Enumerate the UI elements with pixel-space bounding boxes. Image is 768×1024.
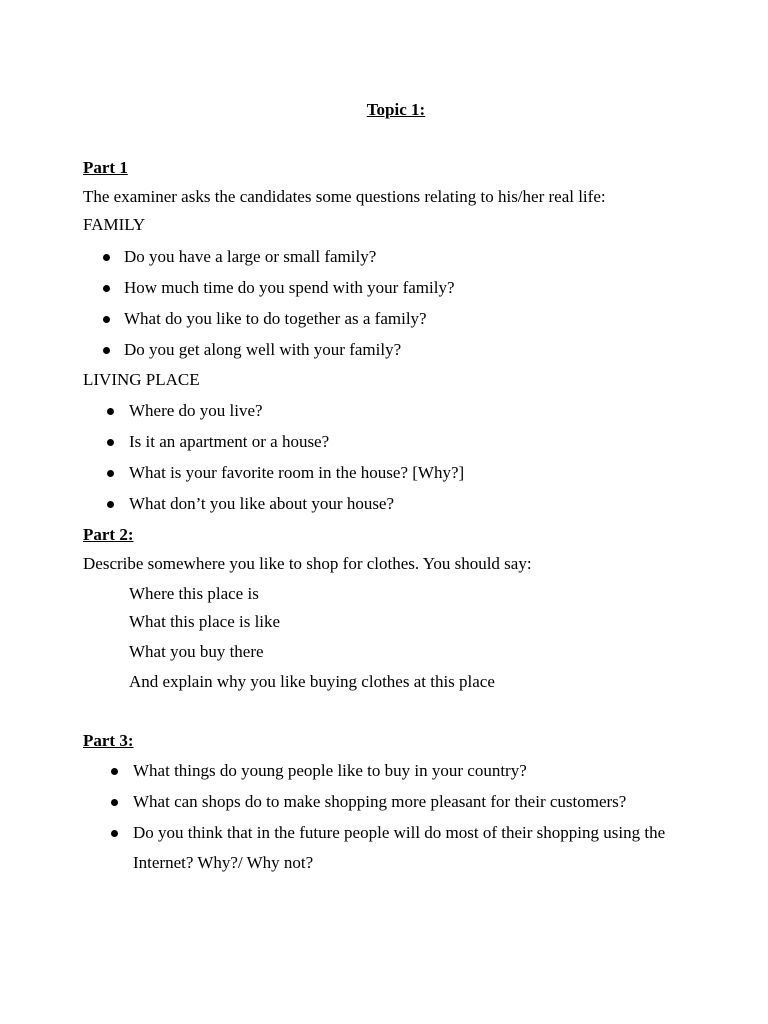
part3-heading: Part 3: [83, 731, 134, 750]
section-label-family: FAMILY [83, 215, 146, 234]
part3-question-3-continuation: Internet? Why?/ Why not? [133, 853, 314, 872]
part2-prompt: Describe somewhere you like to shop for clothes. You should say: [83, 554, 532, 573]
part1-intro: The examiner asks the candidates some questions relating to his/her real life: [83, 187, 606, 206]
bullet-icon [103, 347, 110, 354]
part3-question-2: What can shops do to make shopping more pleasant for their customers? [133, 792, 627, 811]
bullet-icon [107, 470, 114, 477]
living-question-4: What don’t you like about your house? [129, 494, 395, 513]
bullet-icon [111, 799, 118, 806]
bullet-icon [103, 285, 110, 292]
part3-question-3: Do you think that in the future people will do most of their shopping using the [133, 823, 666, 842]
part2-point-1: Where this place is [129, 584, 259, 603]
part2-point-4: And explain why you like buying clothes at this place [129, 672, 495, 691]
part2-point-3: What you buy there [129, 642, 264, 661]
bullet-icon [111, 768, 118, 775]
living-question-1: Where do you live? [129, 401, 263, 420]
family-question-4: Do you get along well with your family? [124, 340, 402, 359]
part3-question-1: What things do young people like to buy in your country? [133, 761, 527, 780]
bullet-icon [107, 439, 114, 446]
bullet-icon [103, 316, 110, 323]
living-question-3: What is your favorite room in the house? [Why?] [129, 463, 465, 482]
section-label-living-place: LIVING PLACE [83, 370, 200, 389]
part2-point-2: What this place is like [129, 612, 281, 631]
family-question-1: Do you have a large or small family? [124, 247, 377, 266]
family-question-3: What do you like to do together as a family? [124, 309, 427, 328]
part2-heading: Part 2: [83, 525, 134, 544]
topic-title: Topic 1: [366, 100, 426, 119]
part1-heading: Part 1 [83, 158, 128, 177]
bullet-icon [107, 408, 114, 415]
family-question-2: How much time do you spend with your family? [124, 278, 455, 297]
bullet-icon [111, 830, 118, 837]
bullet-icon [107, 501, 114, 508]
bullet-icon [103, 254, 110, 261]
living-question-2: Is it an apartment or a house? [129, 432, 330, 451]
